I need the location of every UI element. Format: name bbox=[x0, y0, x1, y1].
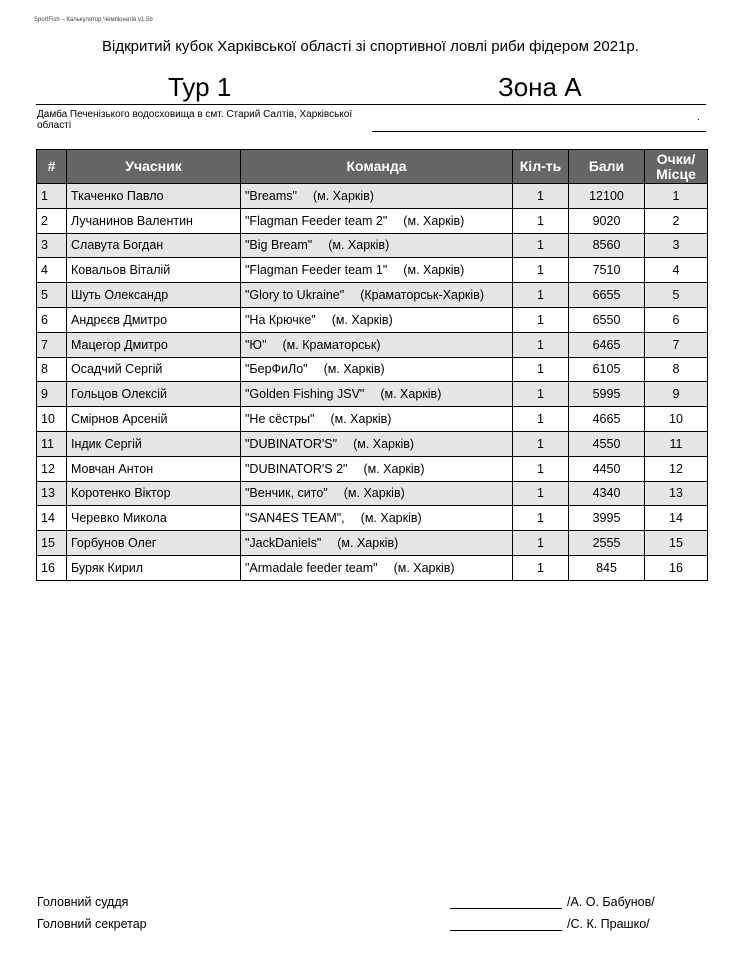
chief-secretary-name: /С. К. Прашко/ bbox=[567, 917, 650, 931]
table-row bbox=[37, 283, 708, 308]
team-cell bbox=[241, 407, 513, 432]
results-body bbox=[37, 184, 708, 581]
place: 4 bbox=[645, 258, 708, 283]
team-name: "JackDaniels" bbox=[245, 536, 322, 551]
team-city: (Краматорськ-Харків) bbox=[360, 288, 484, 303]
team-name: "Венчик, сито" bbox=[245, 486, 328, 501]
row-number: 3 bbox=[37, 233, 67, 258]
team-city: (м. Харків) bbox=[353, 436, 415, 451]
team-name: "Flagman Feeder team 1" bbox=[245, 263, 388, 278]
points: 9020 bbox=[569, 208, 645, 233]
row-number: 16 bbox=[37, 555, 67, 580]
points: 8560 bbox=[569, 233, 645, 258]
participant-name: Черевко Микола bbox=[67, 506, 241, 531]
team-cell bbox=[241, 481, 513, 506]
team-cell bbox=[241, 184, 513, 209]
row-number: 2 bbox=[37, 208, 67, 233]
place: 16 bbox=[645, 555, 708, 580]
team-name: "БерФиЛо" bbox=[245, 362, 308, 377]
team-city: (м. Краматорськ) bbox=[282, 337, 381, 352]
fish-count: 1 bbox=[513, 431, 569, 456]
location-underline bbox=[372, 131, 706, 132]
points: 7510 bbox=[569, 258, 645, 283]
team-name: "Glory to Ukraine" bbox=[245, 288, 345, 303]
team-name: "Breams" bbox=[245, 188, 297, 203]
points: 6105 bbox=[569, 357, 645, 382]
table-row bbox=[37, 456, 708, 481]
team-cell bbox=[241, 283, 513, 308]
place: 2 bbox=[645, 208, 708, 233]
row-number: 4 bbox=[37, 258, 67, 283]
fish-count: 1 bbox=[513, 307, 569, 332]
team-name: "Ю" bbox=[245, 337, 267, 352]
place: 14 bbox=[645, 506, 708, 531]
table-row bbox=[37, 382, 708, 407]
participant-name: Ткаченко Павло bbox=[67, 184, 241, 209]
team-city: (м. Харків) bbox=[380, 387, 442, 402]
row-number: 13 bbox=[37, 481, 67, 506]
row-number: 9 bbox=[37, 382, 67, 407]
place: 8 bbox=[645, 357, 708, 382]
team-cell bbox=[241, 233, 513, 258]
round-zone-row bbox=[36, 70, 706, 105]
place: 9 bbox=[645, 382, 708, 407]
table-row bbox=[37, 357, 708, 382]
participant-name: Гольцов Олексій bbox=[67, 382, 241, 407]
team-name: "Armadale feeder team" bbox=[245, 560, 378, 575]
row-number: 15 bbox=[37, 531, 67, 556]
team-city: (м. Харків) bbox=[331, 312, 393, 327]
participant-name: Мовчан Антон bbox=[67, 456, 241, 481]
fish-count: 1 bbox=[513, 531, 569, 556]
fish-count: 1 bbox=[513, 407, 569, 432]
table-row bbox=[37, 407, 708, 432]
location-text: Дамба Печенізького водосховища в смт. Старий Салтів, Харківської області bbox=[37, 109, 353, 131]
team-cell bbox=[241, 258, 513, 283]
points: 845 bbox=[569, 555, 645, 580]
row-number: 12 bbox=[37, 456, 67, 481]
fish-count: 1 bbox=[513, 506, 569, 531]
team-city: (м. Харків) bbox=[323, 362, 385, 377]
place: 3 bbox=[645, 233, 708, 258]
team-name: "Big Bream" bbox=[245, 238, 313, 253]
participant-name: Мацегор Дмитро bbox=[67, 332, 241, 357]
table-row bbox=[37, 332, 708, 357]
round-label: Тур 1 bbox=[168, 72, 232, 102]
location-dot: . bbox=[697, 112, 700, 123]
team-city: (м. Харків) bbox=[403, 263, 465, 278]
table-row bbox=[37, 506, 708, 531]
fish-count: 1 bbox=[513, 233, 569, 258]
participant-name: Смірнов Арсеній bbox=[67, 407, 241, 432]
document-title: Відкритий кубок Харківської області зі спортивної ловлі риби фідером 2021р. bbox=[102, 38, 639, 55]
points: 4450 bbox=[569, 456, 645, 481]
team-name: "DUBINATOR'S" bbox=[245, 436, 338, 451]
table-header-row bbox=[37, 150, 708, 184]
fish-count: 1 bbox=[513, 555, 569, 580]
chief-secretary-label: Головний секретар bbox=[37, 917, 147, 931]
team-city: (м. Харків) bbox=[337, 536, 399, 551]
points: 2555 bbox=[569, 531, 645, 556]
team-cell bbox=[241, 506, 513, 531]
team-cell bbox=[241, 531, 513, 556]
fish-count: 1 bbox=[513, 208, 569, 233]
points: 3995 bbox=[569, 506, 645, 531]
points: 4665 bbox=[569, 407, 645, 432]
place: 11 bbox=[645, 431, 708, 456]
participant-name: Коротенко Віктор bbox=[67, 481, 241, 506]
col-header-participant: Учасник bbox=[67, 150, 241, 184]
col-header-team: Команда bbox=[241, 150, 513, 184]
participant-name: Буряк Кирил bbox=[67, 555, 241, 580]
table-row bbox=[37, 307, 708, 332]
place: 13 bbox=[645, 481, 708, 506]
table-row bbox=[37, 233, 708, 258]
table-row bbox=[37, 555, 708, 580]
points: 12100 bbox=[569, 184, 645, 209]
participant-name: Шуть Олександр bbox=[67, 283, 241, 308]
team-name: "Golden Fishing JSV" bbox=[245, 387, 365, 402]
results-table bbox=[36, 149, 708, 581]
place: 7 bbox=[645, 332, 708, 357]
row-number: 14 bbox=[37, 506, 67, 531]
place: 5 bbox=[645, 283, 708, 308]
fish-count: 1 bbox=[513, 258, 569, 283]
team-name: "Не сёстры" bbox=[245, 412, 315, 427]
fish-count: 1 bbox=[513, 184, 569, 209]
row-number: 8 bbox=[37, 357, 67, 382]
team-cell bbox=[241, 555, 513, 580]
table-row bbox=[37, 208, 708, 233]
team-cell bbox=[241, 208, 513, 233]
zone-label: Зона А bbox=[498, 72, 582, 102]
chief-judge-signature-line bbox=[450, 908, 562, 909]
fish-count: 1 bbox=[513, 456, 569, 481]
place: 1 bbox=[645, 184, 708, 209]
team-name: "На Крючке" bbox=[245, 312, 316, 327]
team-city: (м. Харків) bbox=[393, 560, 455, 575]
col-header-num: # bbox=[37, 150, 67, 184]
team-city: (м. Харків) bbox=[330, 412, 392, 427]
participant-name: Горбунов Олег bbox=[67, 531, 241, 556]
chief-judge-name: /А. О. Бабунов/ bbox=[567, 895, 655, 909]
app-title: SportFish – Калькулятор Чемпіонатів v1.5b bbox=[34, 17, 153, 23]
team-name: "Flagman Feeder team 2" bbox=[245, 213, 388, 228]
row-number: 11 bbox=[37, 431, 67, 456]
team-cell bbox=[241, 307, 513, 332]
team-cell bbox=[241, 357, 513, 382]
team-name: "SAN4ES TEAM", bbox=[245, 511, 345, 526]
col-header-points: Бали bbox=[569, 150, 645, 184]
fish-count: 1 bbox=[513, 283, 569, 308]
team-city: (м. Харків) bbox=[343, 486, 405, 501]
row-number: 10 bbox=[37, 407, 67, 432]
chief-secretary-signature-line bbox=[450, 930, 562, 931]
participant-name: Лучанинов Валентин bbox=[67, 208, 241, 233]
participant-name: Андрєєв Дмитро bbox=[67, 307, 241, 332]
place: 12 bbox=[645, 456, 708, 481]
fish-count: 1 bbox=[513, 332, 569, 357]
team-cell bbox=[241, 456, 513, 481]
team-city: (м. Харків) bbox=[312, 188, 374, 203]
participant-name: Ковальов Віталій bbox=[67, 258, 241, 283]
fish-count: 1 bbox=[513, 382, 569, 407]
fish-count: 1 bbox=[513, 357, 569, 382]
table-row bbox=[37, 531, 708, 556]
team-city: (м. Харків) bbox=[328, 238, 390, 253]
place: 10 bbox=[645, 407, 708, 432]
row-number: 5 bbox=[37, 283, 67, 308]
table-row bbox=[37, 481, 708, 506]
table-row bbox=[37, 431, 708, 456]
team-city: (м. Харків) bbox=[403, 213, 465, 228]
row-number: 7 bbox=[37, 332, 67, 357]
points: 4340 bbox=[569, 481, 645, 506]
table-row bbox=[37, 184, 708, 209]
participant-name: Осадчий Сергій bbox=[67, 357, 241, 382]
team-cell bbox=[241, 431, 513, 456]
row-number: 6 bbox=[37, 307, 67, 332]
team-cell bbox=[241, 382, 513, 407]
participant-name: Індик Сергій bbox=[67, 431, 241, 456]
table-row bbox=[37, 258, 708, 283]
team-city: (м. Харків) bbox=[363, 461, 425, 476]
points: 5995 bbox=[569, 382, 645, 407]
team-name: "DUBINATOR'S 2" bbox=[245, 461, 348, 476]
points: 6655 bbox=[569, 283, 645, 308]
points: 4550 bbox=[569, 431, 645, 456]
col-header-place: Очки/ Місце bbox=[645, 150, 708, 184]
chief-judge-label: Головний суддя bbox=[37, 895, 129, 909]
col-header-qty: Кіл-ть bbox=[513, 150, 569, 184]
participant-name: Славута Богдан bbox=[67, 233, 241, 258]
points: 6465 bbox=[569, 332, 645, 357]
fish-count: 1 bbox=[513, 481, 569, 506]
row-number: 1 bbox=[37, 184, 67, 209]
points: 6550 bbox=[569, 307, 645, 332]
team-cell bbox=[241, 332, 513, 357]
place: 6 bbox=[645, 307, 708, 332]
team-city: (м. Харків) bbox=[360, 511, 422, 526]
place: 15 bbox=[645, 531, 708, 556]
